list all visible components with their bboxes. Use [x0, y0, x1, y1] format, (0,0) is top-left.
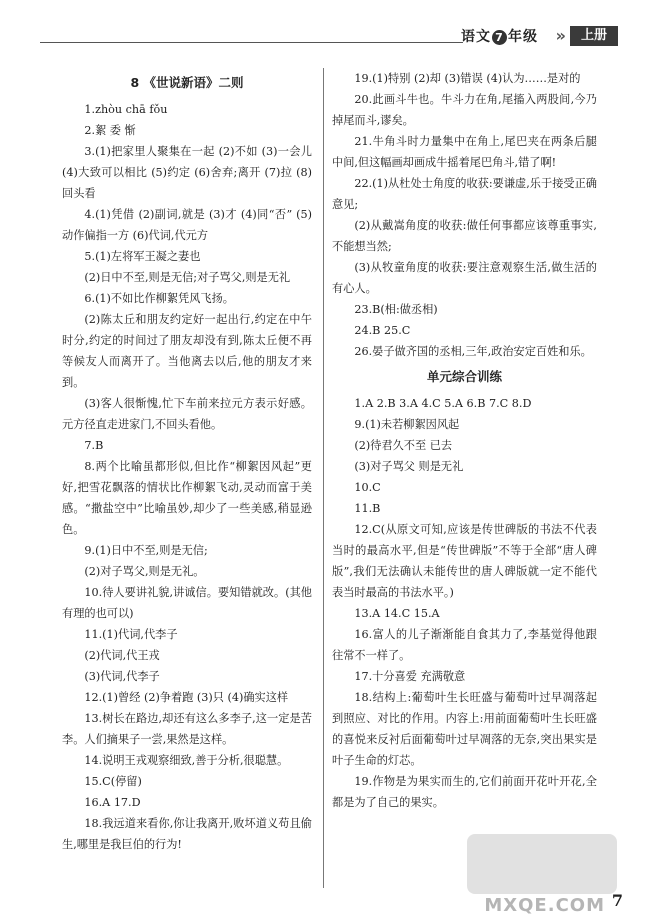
answer-line: 10.C [354, 481, 381, 494]
answer-line: 13.A 14.C 15.A [354, 607, 440, 620]
answer-line: 22.(1)从杜处士角度的收获:要谦虚,乐于接受正确意见; [332, 177, 597, 211]
answer-line: 19.作物是为果实而生的,它们前面开花叶开花,全都是为了自己的果实。 [332, 775, 597, 809]
page-number: 7 [611, 891, 623, 910]
answer-line: (3)从牧童角度的收获:要注意观察生活,做生活的有心人。 [332, 261, 597, 295]
answer-line: 23.B(相:做丞相) [354, 303, 438, 316]
answer-line: (3)对子骂父 则是无礼 [354, 460, 464, 473]
watermark-text: MXQE.COM [484, 895, 605, 916]
left-answers [62, 99, 312, 855]
answer-line: 24.B 25.C [354, 324, 411, 337]
watermark-stamp [467, 834, 617, 894]
answer-line: 17.十分喜爱 充满敬意 [354, 670, 466, 683]
answer-line: 1.zhòu chā fǒu [84, 103, 168, 116]
answer-line: 14.说明王戎观察细致,善于分析,很聪慧。 [84, 754, 289, 767]
answer-line: (2)代词,代王戎 [84, 649, 160, 662]
answer-line: 10.待人要讲礼貌,讲诚信。要知错就改。(其他有理的也可以) [62, 586, 312, 620]
answer-line: 12.C(从原文可知,应该是传世碑版的书法不代表当时的最高水平,但是“传世碑版”不等于全部“唐人碑版”,我们无法确认未能传世的唐人碑版就一定不能代表当时最高的书法水平。) [332, 523, 597, 599]
answer-line: 18.我远道来看你,你让我离开,败坏道义苟且偷生,哪里是我巨伯的行为! [62, 817, 312, 851]
grade-badge: 7 [492, 30, 507, 45]
subject-text: 语文 [461, 29, 491, 45]
answer-line: 16.富人的儿子渐渐能自食其力了,李基觉得他跟往常不一样了。 [332, 628, 597, 662]
term-badge: 上册 [570, 26, 618, 46]
right-answers-top [332, 68, 597, 362]
answer-line: 11.B [354, 502, 381, 515]
answer-line: (2)从戴嵩角度的收获:做任何事都应该尊重事实,不能想当然; [332, 219, 597, 253]
answer-line: (3)代词,代李子 [84, 670, 160, 683]
answer-line: 9.(1)日中不至,则是无信; [84, 544, 208, 557]
answer-line: 21.牛角斗时力量集中在角上,尾巴夹在两条后腿中间,但这幅画却画成牛摇着尾巴角斗,错了啊! [332, 135, 597, 169]
left-column [62, 68, 312, 855]
answer-line: (2)陈太丘和朋友约定好一起出行,约定在中午时分,约定的时间过了朋友却没有到,陈太丘便不再等候友人而离开了。当他离去以后,他的朋友才来到。 [62, 313, 312, 389]
right-column [332, 68, 597, 813]
subject-grade-label [461, 26, 538, 46]
answer-line: 9.(1)未若柳絮因风起 [354, 418, 460, 431]
double-chevron-icon: » [555, 26, 566, 45]
unit-training-title: 单元综合训练 [426, 369, 502, 384]
answer-line: 18.结构上:葡萄叶生长旺盛与葡萄叶过早凋落起到照应、对比的作用。内容上:用前面葡萄叶生长旺盛的喜悦来反衬后面葡萄叶过早凋落的无奈,突出果实是叶子生命的灯芯。 [332, 691, 597, 767]
answer-line: 13.树长在路边,却还有这么多李子,这一定是苦李。人们摘果子一尝,果然是这样。 [62, 712, 312, 746]
answer-line: 16.A 17.D [84, 796, 141, 809]
answer-line: 12.(1)曾经 (2)争着跑 (3)只 (4)确实这样 [84, 691, 289, 704]
answer-line: (2)日中不至,则是无信;对子骂父,则是无礼 [84, 271, 291, 284]
answer-line: 6.(1)不如比作柳絮凭风飞扬。 [84, 292, 234, 305]
section-title: 8 《世说新语》二则 [130, 75, 244, 90]
answer-line: (3)客人很惭愧,忙下车前来拉元方表示好感。元方径直走进家门,不回头看他。 [62, 397, 312, 431]
answer-line: 7.B [84, 439, 104, 452]
answer-line: 11.(1)代词,代李子 [84, 628, 178, 641]
right-answers-bottom [332, 393, 597, 813]
answer-line: 1.A 2.B 3.A 4.C 5.A 6.B 7.C 8.D [354, 397, 532, 410]
answer-line: (2)待君久不至 已去 [354, 439, 453, 452]
answer-line: 2.絮 委 惭 [84, 124, 136, 137]
answer-line: 4.(1)凭借 (2)副词,就是 (3)才 (4)同“否” (5)动作偏指一方 (6)代词,代元方 [62, 208, 312, 242]
answer-line: 5.(1)左将军王凝之妻也 [84, 250, 201, 263]
column-divider [323, 68, 324, 888]
header-rule [40, 42, 463, 43]
answer-line: 19.(1)特别 (2)却 (3)错误 (4)认为……是对的 [354, 72, 581, 85]
page-header [40, 26, 618, 48]
answer-line: 15.C(停留) [84, 775, 142, 788]
answer-line: 3.(1)把家里人聚集在一起 (2)不如 (3)一会儿 (4)大致可以相比 (5)约定 (6)舍弃;离开 (7)拉 (8)回头看 [62, 145, 312, 200]
answer-line: (2)对子骂父,则是无礼。 [84, 565, 205, 578]
answer-line: 20.此画斗牛也。牛斗力在角,尾搐入两股间,今乃掉尾而斗,谬矣。 [332, 93, 597, 127]
answer-line: 8.两个比喻虽都形似,但比作“柳絮因风起”更好,把雪花飘落的情状比作柳絮飞动,灵动而富于美感。“撒盐空中”比喻虽妙,却少了一些美感,稍显逊色。 [62, 460, 312, 536]
answer-line: 26.晏子做齐国的丞相,三年,政治安定百姓和乐。 [354, 345, 592, 358]
grade-suffix: 年级 [508, 29, 538, 45]
